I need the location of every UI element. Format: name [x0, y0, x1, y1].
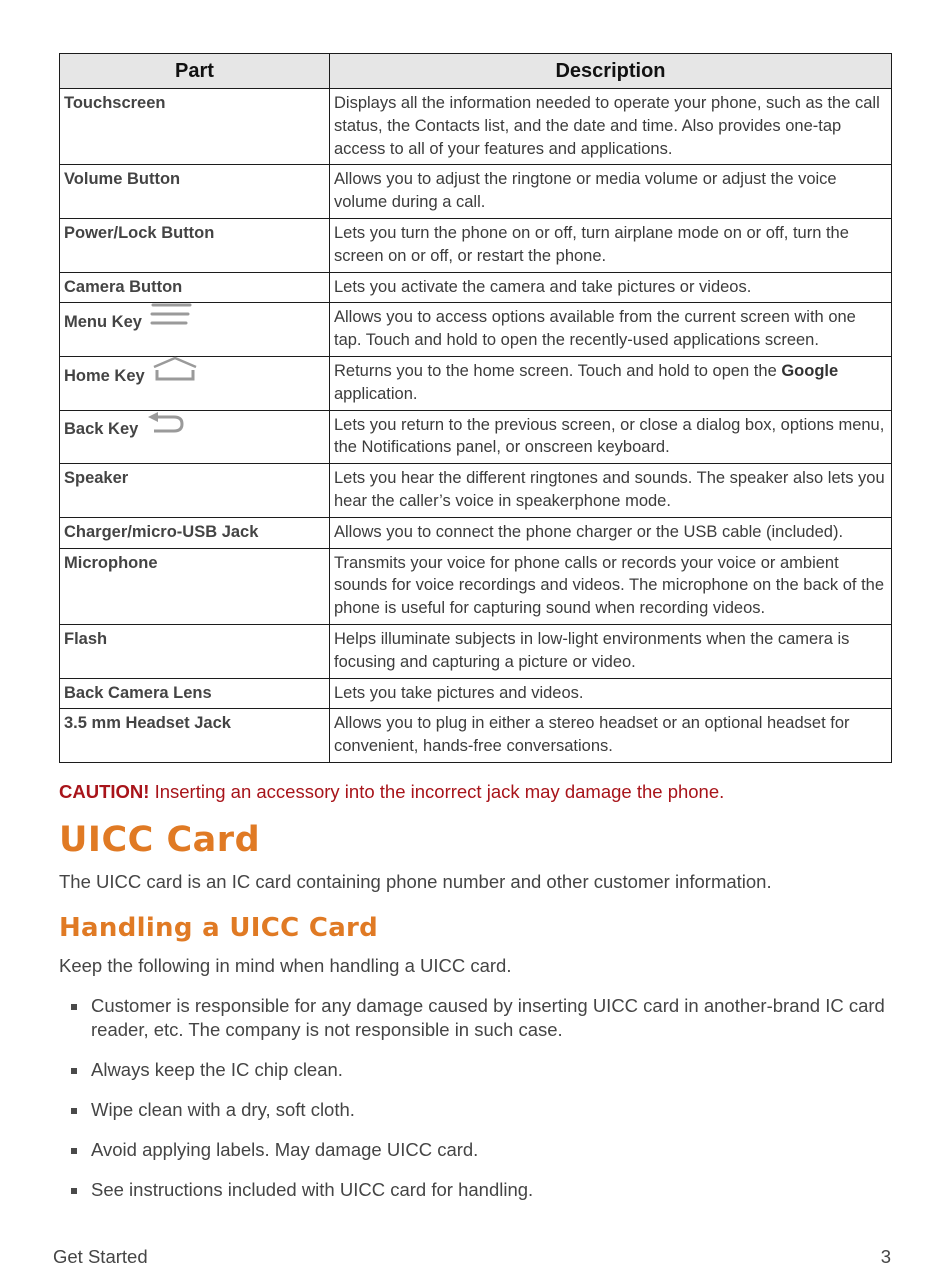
square-bullet-icon — [71, 1004, 77, 1010]
footer-page-number: 3 — [880, 1246, 891, 1267]
menu-lines-icon — [150, 302, 192, 335]
table-row — [60, 709, 892, 763]
table-row — [60, 165, 892, 219]
square-bullet-icon — [71, 1108, 77, 1114]
document-page — [59, 53, 891, 1218]
part-description: Displays all the information needed to operate your phone, such as the call status, the Contacts list, and the date and time. Also provides one-tap access to all of your features and applications. — [330, 89, 892, 165]
part-name: Speaker — [60, 464, 330, 518]
table-row — [60, 218, 892, 272]
footer-section-name: Get Started — [53, 1246, 148, 1267]
table-row — [60, 272, 892, 303]
part-description: Lets you hear the different ringtones and sounds. The speaker also lets you hear the caller’s voice in speakerphone mode. — [330, 464, 892, 518]
handling-list — [59, 994, 891, 1202]
part-name: Charger/micro-USB Jack — [60, 517, 330, 548]
column-header-description: Description — [330, 54, 892, 89]
part-description: Transmits your voice for phone calls or records your voice or ambient sounds for voice recordings and videos. The microphone on the back of the phone is useful for capturing sound when recording videos. — [330, 548, 892, 624]
column-header-part: Part — [60, 54, 330, 89]
part-name: Camera Button — [60, 272, 330, 303]
list-item — [59, 994, 891, 1042]
section-body: The UICC card is an IC card containing phone number and other customer information. — [59, 870, 772, 892]
part-name: Touchscreen — [60, 89, 330, 165]
caution-label: CAUTION! — [59, 780, 150, 802]
part-description: Lets you activate the camera and take pictures or videos. — [330, 272, 892, 303]
subsection-intro: Keep the following in mind when handling a UICC card. — [59, 954, 512, 976]
phone-parts-table — [59, 53, 892, 763]
part-name: Home Key — [64, 366, 145, 385]
table-row — [60, 548, 892, 624]
caution-note — [59, 780, 891, 804]
part-description — [330, 356, 892, 410]
part-name-cell — [60, 303, 330, 357]
list-item — [59, 1178, 891, 1202]
part-name: Back Key — [64, 419, 139, 438]
caution-text: Inserting an accessory into the incorrect jack may damage the phone. — [149, 780, 725, 802]
table-row — [60, 356, 892, 410]
table-row — [60, 303, 892, 357]
table-row — [60, 624, 892, 678]
google-app-name: Google — [781, 361, 839, 380]
part-name: Back Camera Lens — [60, 678, 330, 709]
subsection-title: Handling a UICC Card — [59, 912, 379, 943]
part-name: Volume Button — [60, 165, 330, 219]
part-description: Helps illuminate subjects in low-light environments when the camera is focusing and capturing a picture or video. — [330, 624, 892, 678]
part-description: Allows you to access options available from the current screen with one tap. Touch and hold to open the recently-used applications screen. — [330, 303, 892, 357]
table-row — [60, 517, 892, 548]
part-name: Flash — [60, 624, 330, 678]
square-bullet-icon — [71, 1188, 77, 1194]
part-name: 3.5 mm Headset Jack — [60, 709, 330, 763]
list-item — [59, 1058, 891, 1082]
part-name: Microphone — [60, 548, 330, 624]
table-header-row — [60, 54, 892, 89]
part-name-cell — [60, 410, 330, 464]
part-name: Menu Key — [64, 313, 142, 332]
home-house-icon — [152, 356, 198, 389]
part-description: Lets you turn the phone on or off, turn airplane mode on or off, turn the screen on or off, or restart the phone. — [330, 218, 892, 272]
list-item-text: See instructions included with UICC card for handling. — [91, 1178, 534, 1200]
part-description: Allows you to plug in either a stereo headset or an optional headset for convenient, hands-free conversations. — [330, 709, 892, 763]
description-text: Returns you to the home screen. Touch and hold to open the — [334, 361, 782, 380]
square-bullet-icon — [71, 1148, 77, 1154]
back-arrow-icon — [146, 410, 186, 441]
table-row — [60, 678, 892, 709]
list-item — [59, 1138, 891, 1162]
list-item-text: Wipe clean with a dry, soft cloth. — [91, 1098, 355, 1120]
list-item-text: Always keep the IC chip clean. — [91, 1058, 343, 1080]
part-description: Allows you to connect the phone charger or the USB cable (included). — [330, 517, 892, 548]
table-row — [60, 464, 892, 518]
section-title: UICC Card — [59, 819, 261, 860]
list-item-text: Avoid applying labels. May damage UICC card. — [91, 1138, 479, 1160]
square-bullet-icon — [71, 1068, 77, 1074]
part-name: Power/Lock Button — [60, 218, 330, 272]
table-row — [60, 89, 892, 165]
part-name-cell — [60, 356, 330, 410]
table-row — [60, 410, 892, 464]
part-description: Lets you take pictures and videos. — [330, 678, 892, 709]
part-description: Allows you to adjust the ringtone or media volume or adjust the voice volume during a call. — [330, 165, 892, 219]
description-text: application. — [334, 384, 418, 403]
list-item — [59, 1098, 891, 1122]
list-item-text: Customer is responsible for any damage caused by inserting UICC card in another-brand IC card reader, etc. The company is not responsible in such case. — [91, 994, 885, 1040]
part-description: Lets you return to the previous screen, or close a dialog box, options menu, the Notifications panel, or onscreen keyboard. — [330, 410, 892, 464]
